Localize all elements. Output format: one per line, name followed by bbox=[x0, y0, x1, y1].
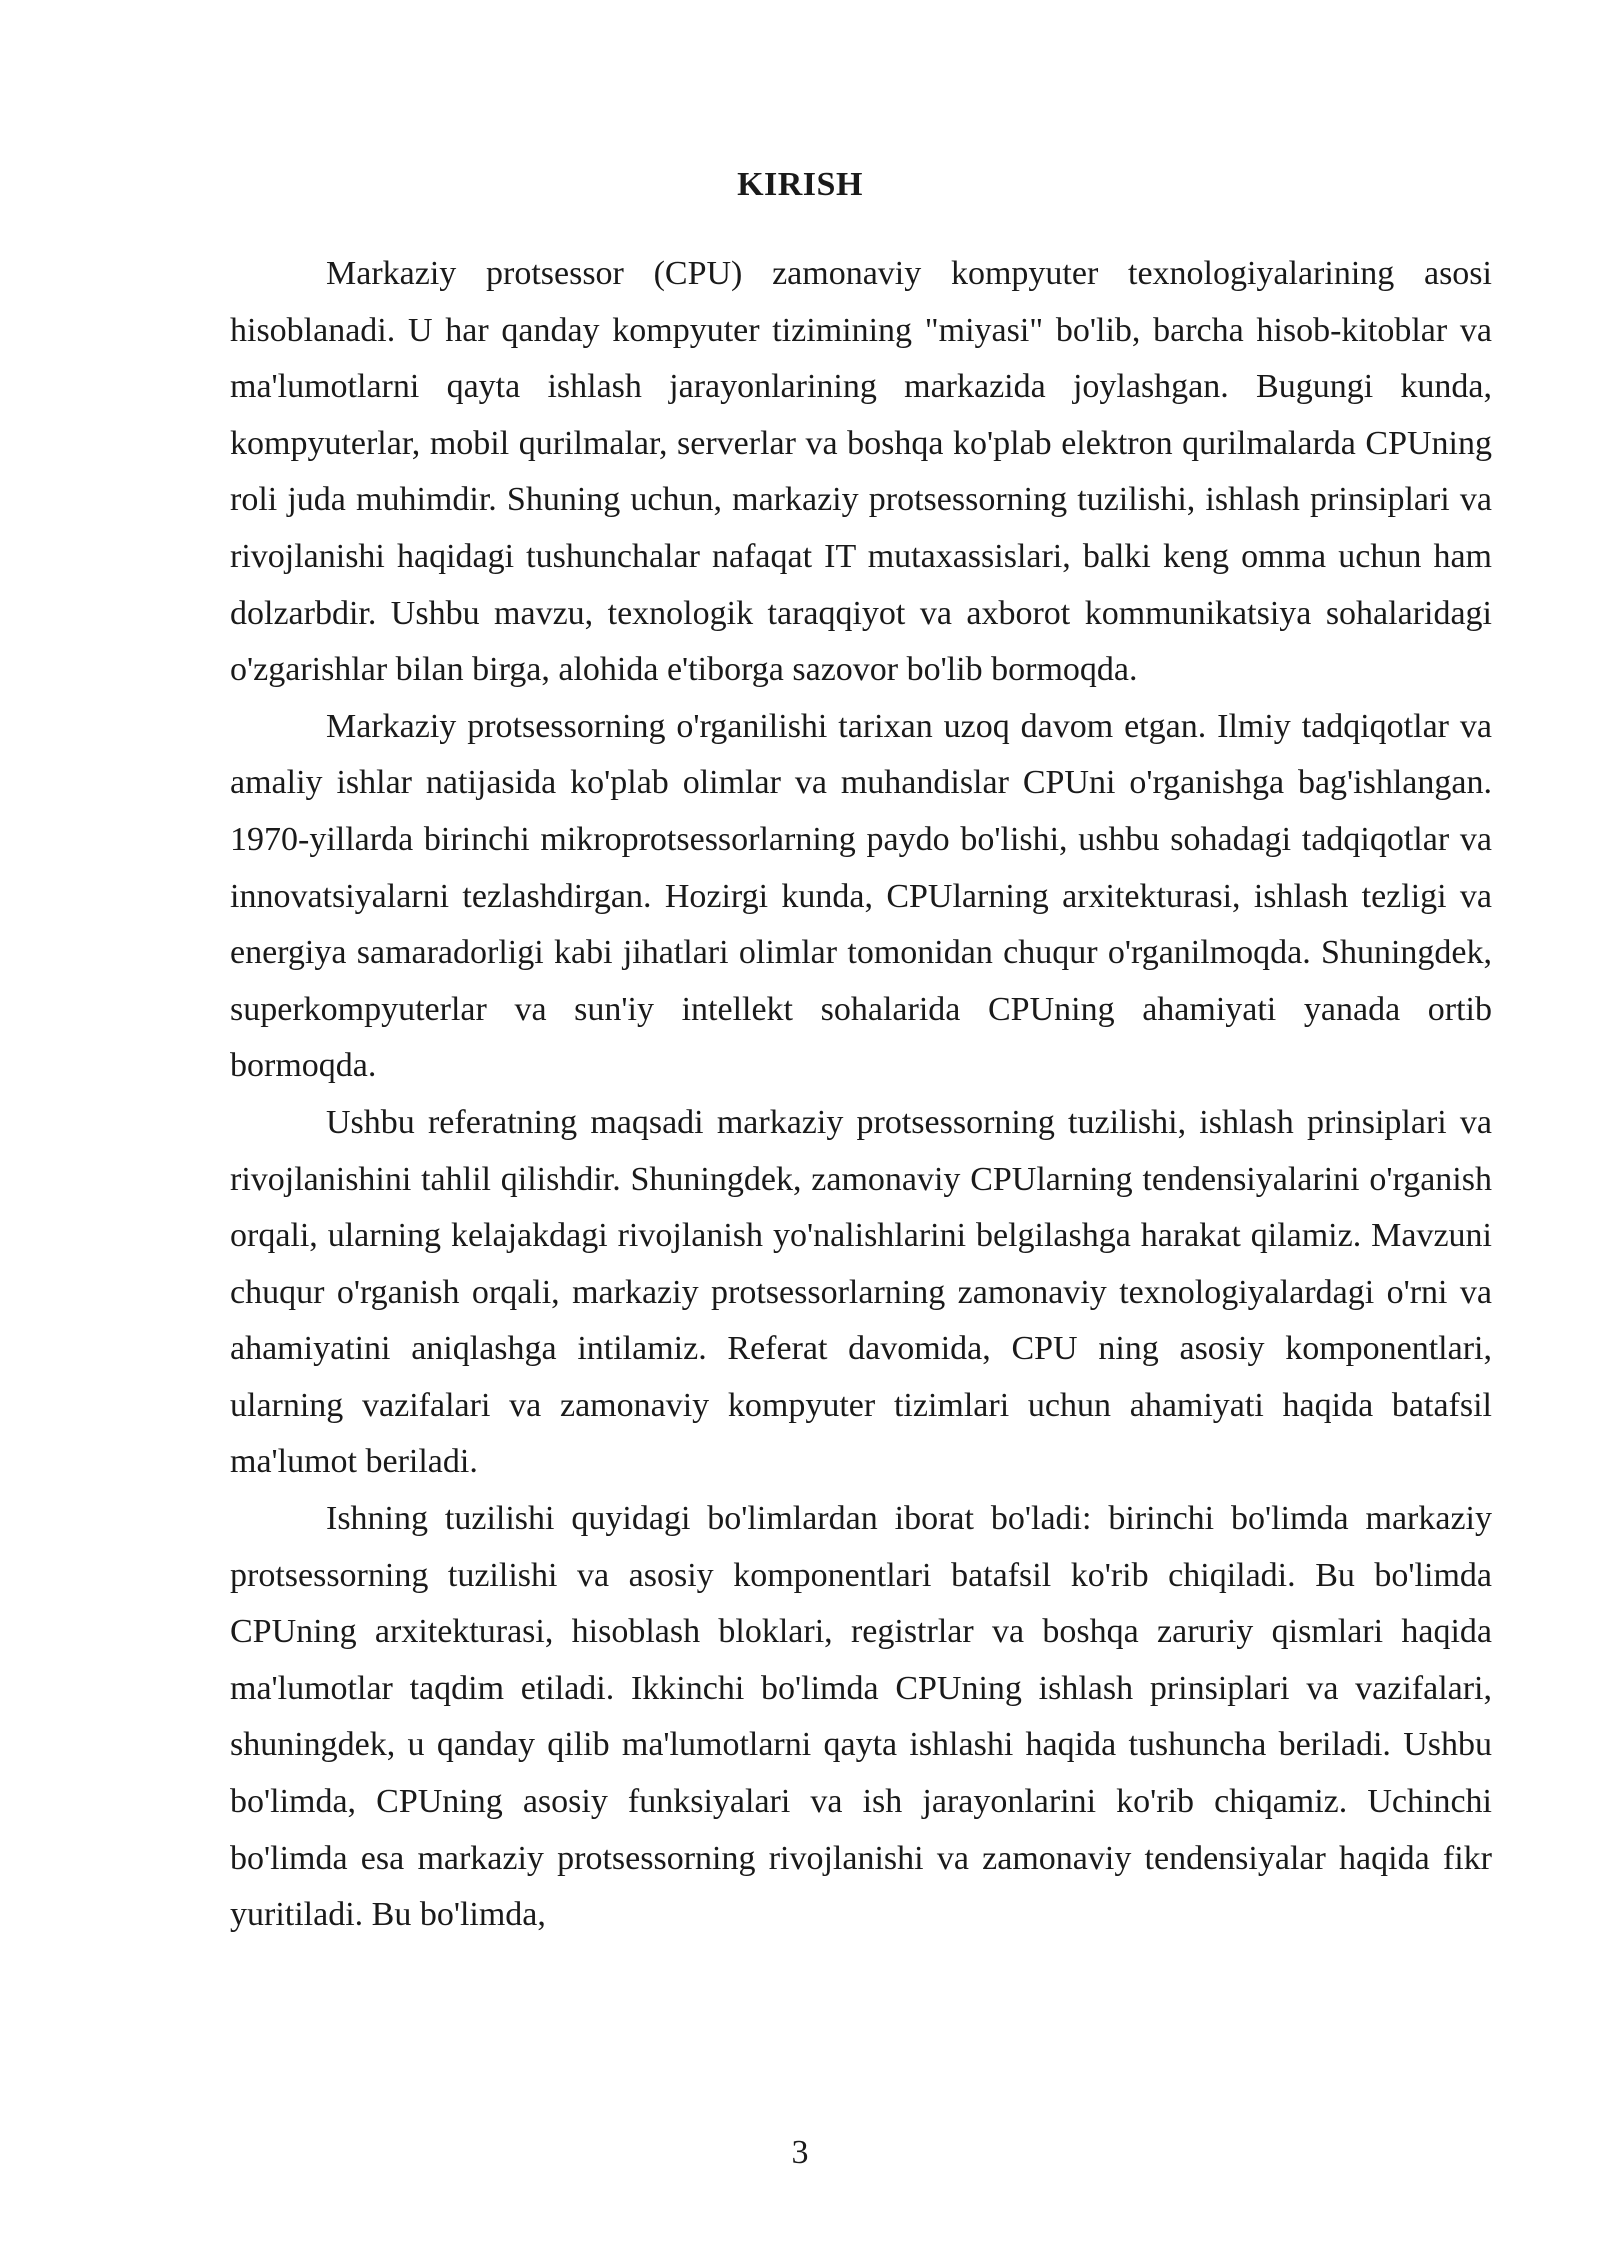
paragraph-1: Markaziy protsessor (CPU) zamonaviy kompyuter texnologiyalarining asosi hisoblanadi. U har qanday kompyuter tizimining "miyasi" bo'lib, barcha hisob-kitoblar va ma'lumotlarni qayta ishlash jarayonlarining markazida joylashgan. Bugungi kunda, kompyuterlar, mobil qurilmalar, serverlar va boshqa ko'plab elektron qurilmalarda CPUning roli juda muhimdir. Shuning uchun, markaziy protsessorning tuzilishi, ishlash prinsiplari va rivojlanishi haqidagi tushunchalar nafaqat IT mutaxassislari, balki keng omma uchun ham dolzarbdir. Ushbu mavzu, texnologik taraqqiyot va axborot kommunikatsiya sohalaridagi o'zgarishlar bilan birga, alohida e'tiborga sazovor bo'lib bormoqda. bbox=[230, 255, 1492, 689]
paragraph-4: Ishning tuzilishi quyidagi bo'limlardan iborat bo'ladi: birinchi bo'limda markaziy protsessorning tuzilishi va asosiy komponentlari batafsil ko'rib chiqiladi. Bu bo'limda CPUning arxitekturasi, hisoblash bloklari, registrlar va boshqa zaruriy qismlari haqida ma'lumotlar taqdim etiladi. Ikkinchi bo'limda CPUning ishlash prinsiplari va vazifalari, shuningdek, u qanday qilib ma'lumotlarni qayta ishlashi haqida tushuncha beriladi. Ushbu bo'limda, CPUning asosiy funksiyalari va ish jarayonlarini ko'rib chiqamiz. Uchinchi bo'limda esa markaziy protsessorning rivojlanishi va zamonaviy tendensiyalar haqida fikr yuritiladi. Bu bo'limda, bbox=[230, 1500, 1492, 1934]
page-number: 3 bbox=[791, 2134, 809, 2171]
body-text bbox=[230, 246, 1492, 1944]
paragraph-2: Markaziy protsessorning o'rganilishi tarixan uzoq davom etgan. Ilmiy tadqiqotlar va amaliy ishlar natijasida ko'plab olimlar va muhandislar CPUni o'rganishga bag'ishlangan. 1970-yillarda birinchi mikroprotsessorlarning paydo bo'lishi, ushbu sohadagi tadqiqotlar va innovatsiyalarni tezlashdirgan. Hozirgi kunda, CPUlarning arxitekturasi, ishlash tezligi va energiya samaradorligi kabi jihatlari olimlar tomonidan chuqur o'rganilmoqda. Shuningdek, superkompyuterlar va sun'iy intellekt sohalarida CPUning ahamiyati yanada ortib bormoqda. bbox=[230, 707, 1492, 1085]
page-title: KIRISH bbox=[737, 166, 863, 203]
paragraph-3: Ushbu referatning maqsadi markaziy protsessorning tuzilishi, ishlash prinsiplari va rivojlanishini tahlil qilishdir. Shuningdek, zamonaviy CPUlarning tendensiyalarini o'rganish orqali, ularning kelajakdagi rivojlanish yo'nalishlarini belgilashga harakat qilamiz. Mavzuni chuqur o'rganish orqali, markaziy protsessorlarning zamonaviy texnologiyalardagi o'rni va ahamiyatini aniqlashga intilamiz. Referat davomida, CPU ning asosiy komponentlari, ularning vazifalari va zamonaviy kompyuter tizimlari uchun ahamiyati haqida batafsil ma'lumot beriladi. bbox=[230, 1103, 1492, 1481]
